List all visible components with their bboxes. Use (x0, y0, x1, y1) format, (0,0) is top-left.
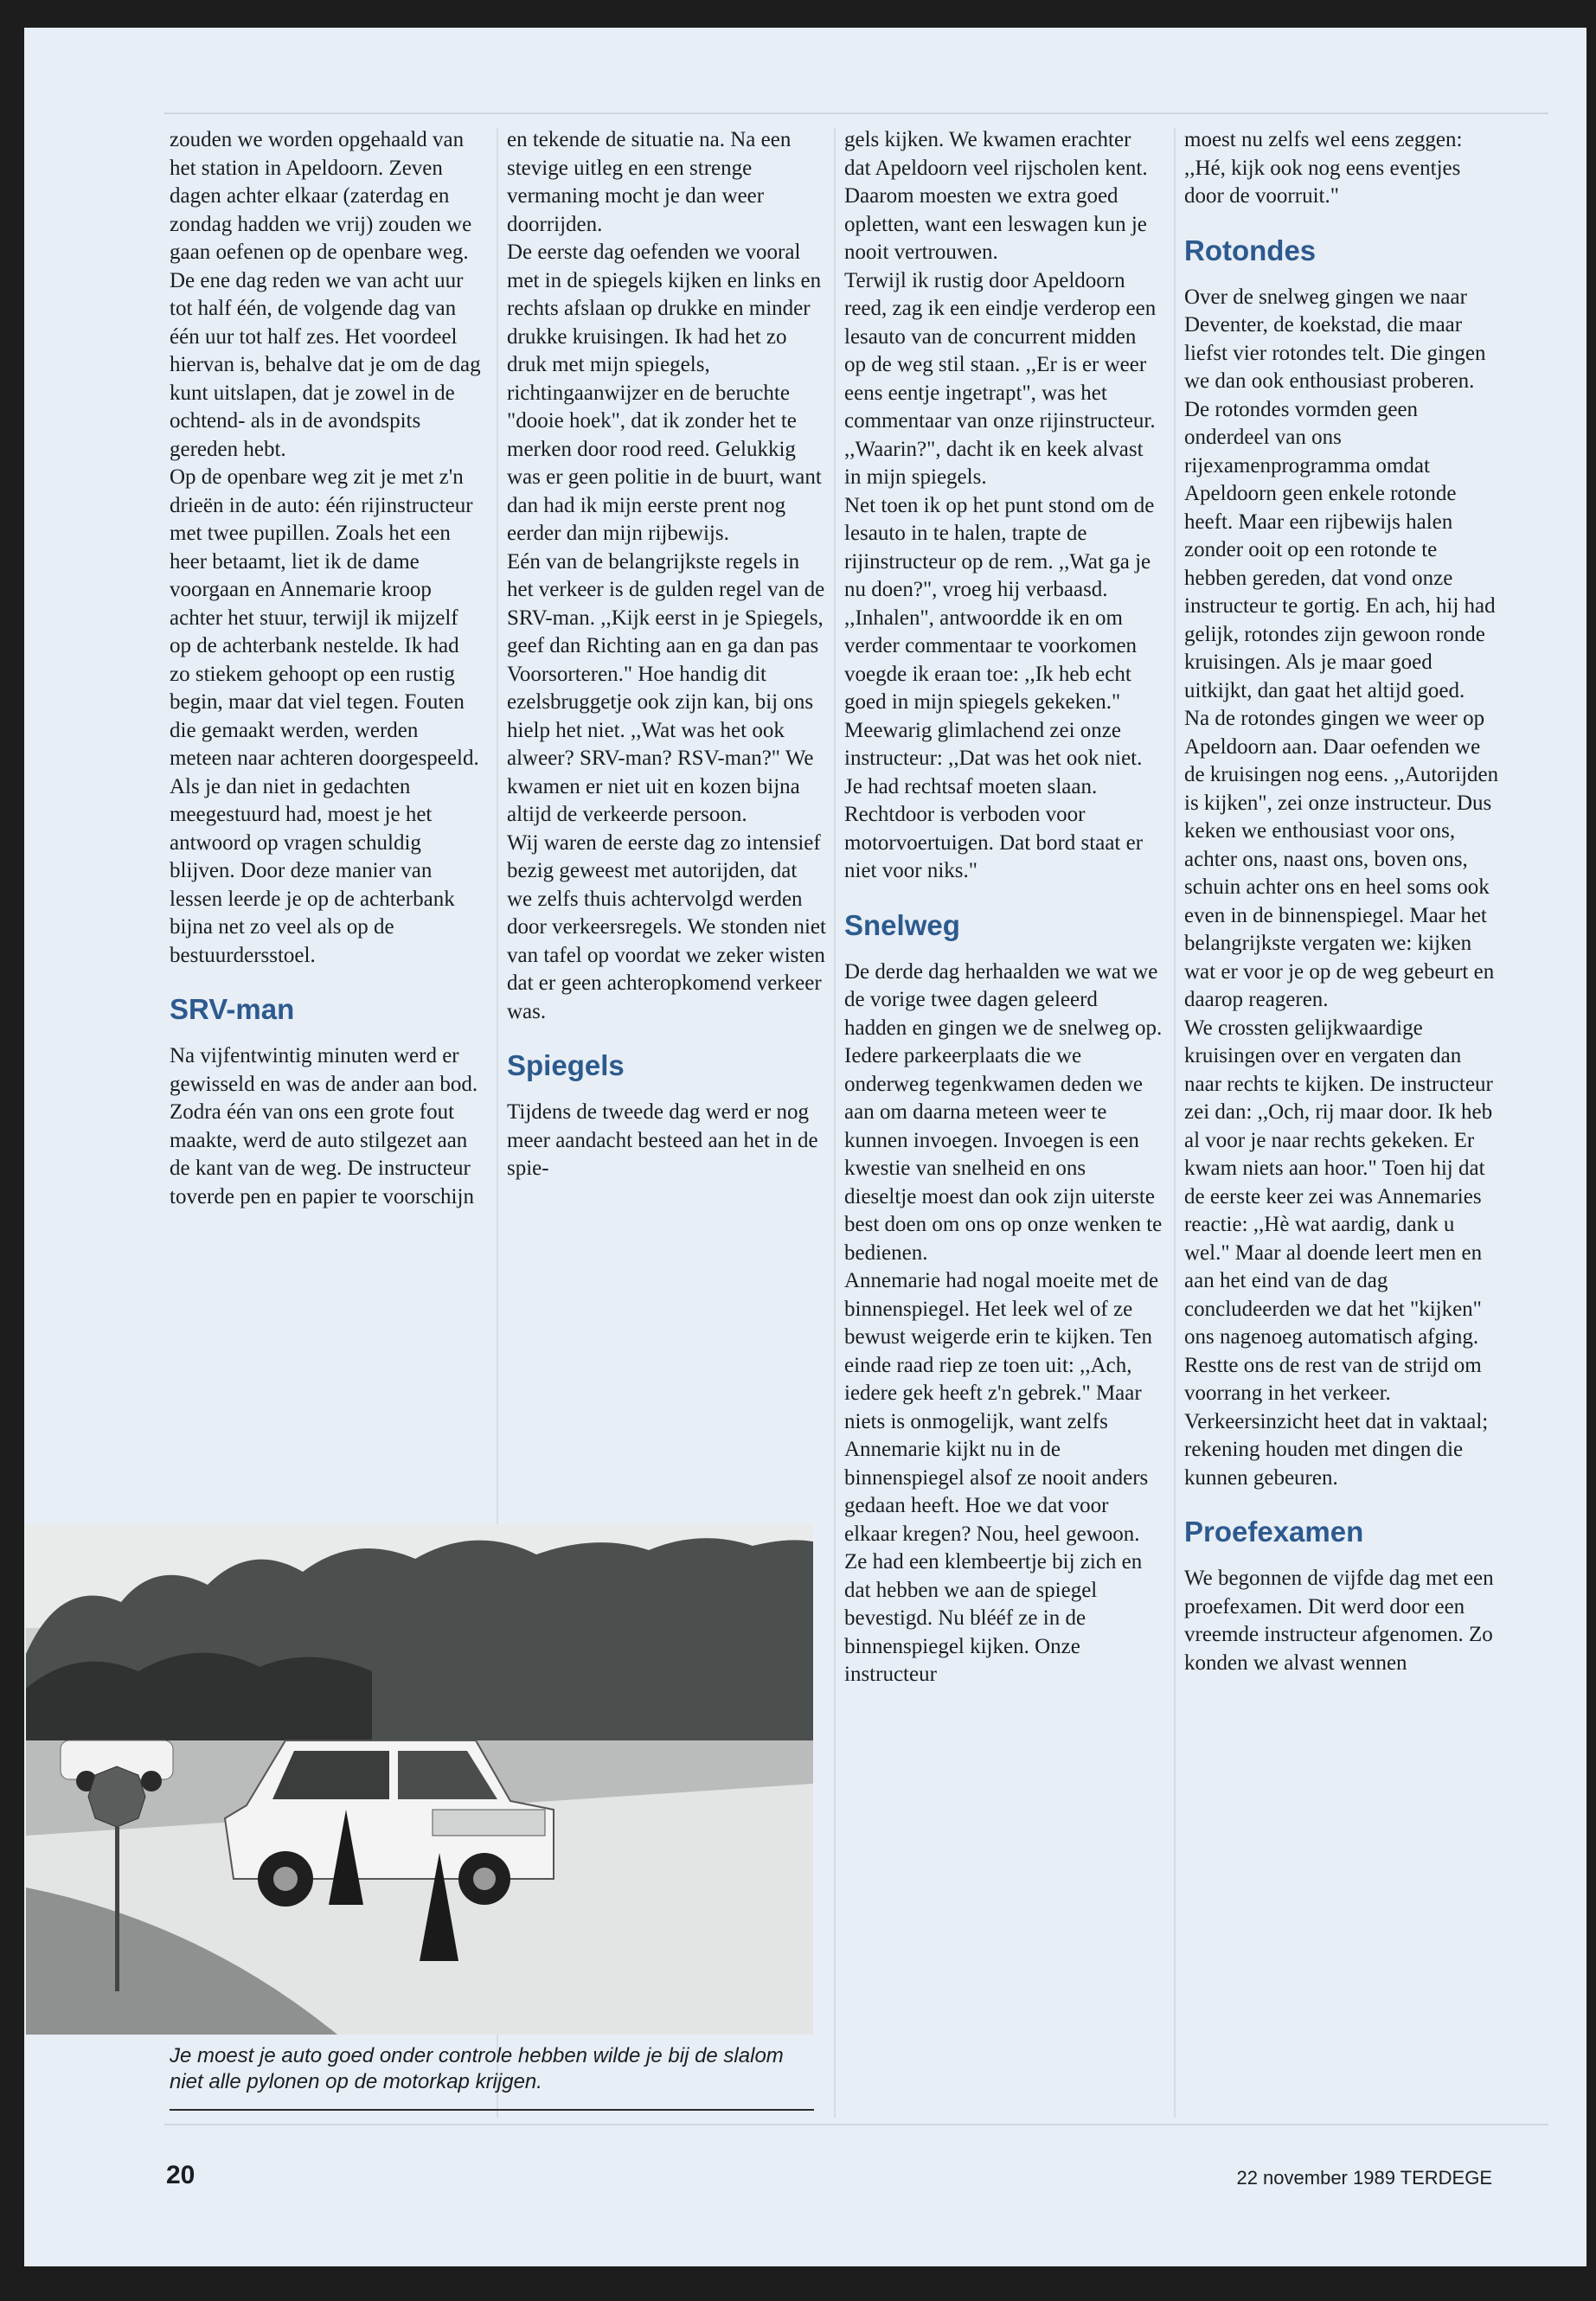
paragraph: We crossten gelijkwaardige kruisingen over en vergaten dan naar rechts te kijken. De instructeur zei dan: ,,Och, rij maar door. Ik heb al voor je naar rechts gekeken. Er kwam niets aan hoor." Toen hij dat de eerste keer zei was Annemaries reactie: ,,Hè wat aardig, dank u wel." Maar al doende leert men en aan het eind van de dag concludeerden we dat het "kijken" ons nagenoeg automatisch afging. (1184, 1016, 1493, 1349)
paragraph: Terwijl ik rustig door Apeldoorn reed, zag ik een eindje verderop een lesauto van de concurrent midden op de weg stil staan. ,,Er is er weer eens eentje ingetrapt", was het commentaar van onze rijinstructeur. ,,Waarin?", dacht ik en keek alvast in mijn spiegels. (844, 268, 1157, 489)
paragraph: Wij waren de eerste dag zo intensief bezig geweest met autorijden, dat we zelfs thuis achtervolgd werden door verkeersregels. We stonden niet van tafel op voordat we zeker wisten dat er geen achteropkomend verkeer was. (507, 830, 826, 1023)
paragraph: en tekende de situatie na. Na een stevige uitleg en een strenge vermaning mocht je dan weer doorrijden. (507, 128, 792, 236)
article-photo (26, 1524, 813, 2035)
column-2 (507, 126, 827, 1183)
paragraph: De eerste dag oefenden we vooral met in de spiegels kijken en links en rechts afslaan op drukke en minder drukke kruisingen. Ik had het zo druk met mijn spiegels, richtingaanwijzer en de beruchte "dooie hoek", dat ik zonder het te merken door rood reed. Gelukkig was er geen politie in de buurt, want dan had ik mijn eerste prent nog eerder dan mijn rijbewijs. (507, 240, 822, 545)
top-rule (164, 112, 1548, 114)
paragraph: zouden we worden opgehaald van het station in Apeldoorn. Zeven dagen achter elkaar (zaterdag en zondag hadden we vrij) zouden we gaan oefenen op de openbare weg. De ene dag reden we van acht uur tot half één, de volgende dag van één uur tot half zes. Het voordeel hiervan is, behalve dat je om de dag kunt uitslapen, dat je zowel in de ochtend- als in de avondspits gereden hebt. (170, 128, 481, 461)
section-heading-proefexamen: Proefexamen (1184, 1516, 1364, 1548)
paragraph: Tijdens de tweede dag werd er nog meer aandacht besteed aan het in de spie- (507, 1100, 818, 1180)
column-divider (1174, 128, 1176, 2118)
paragraph: Over de snelweg gingen we naar Deventer, de koekstad, die maar liefst vier rotondes telt. Die gingen we dan ook enthousiast proberen. De rotondes vormden geen onderdeel van ons rijexamenprogramma omdat Apeldoorn geen enkele rotonde heeft. Maar een rijbewijs halen zonder ooit op een rotonde te hebben gereden, dat vond onze instructeur te gortig. En ach, hij had gelijk, rotondes zijn gewoon ronde kruisingen. Als je maar goed uitkijkt, dan gaat het altijd goed. (1184, 285, 1496, 702)
section-heading-snelweg: Snelweg (844, 908, 960, 941)
paragraph: Restte ons de rest van de strijd om voorrang in het verkeer. Verkeersinzicht heet dat in vaktaal; rekening houden met dingen die kunnen gebeuren. (1184, 1353, 1489, 1490)
paragraph: moest nu zelfs wel eens zeggen: ,,Hé, kijk ook nog eens eventjes door de voorruit." (1184, 128, 1463, 208)
paragraph: We begonnen de vijfde dag met een proefexamen. Dit werd door een vreemde instructeur afgenomen. Zo konden we alvast wennen (1184, 1567, 1494, 1675)
paragraph: Annemarie had nogal moeite met de binnenspiegel. Het leek wel of ze bewust weigerde erin te kijken. Ten einde raad riep ze toen uit: ,,Ach, iedere gek heeft z'n gebrek." Maar niets is onmogelijk, want zelfs Annemarie kijkt nu in de binnenspiegel alsof ze nooit anders gedaan heeft. Hoe we dat voor elkaar kregen? Nou, heel gewoon. Ze had een klembeertje bij zich en dat hebben we aan de spiegel bevestigd. Nu blééf ze in de binnenspiegel kijken. Onze instructeur (844, 1269, 1159, 1686)
paragraph: Na de rotondes gingen we weer op Apeldoorn aan. Daar oefenden we de kruisingen nog eens. ,,Autorijden is kijken", zei onze instructeur. Dus keken we enthousiast voor ons, achter ons, naast ons, boven ons, schuin achter ons en heel soms ook even in de binnenspiegel. Maar het belangrijkste vergaten we: kijken wat er voor je op de weg gebeurt en daarop reageren. (1184, 707, 1499, 1011)
caption-rule (170, 2109, 814, 2111)
column-4 (1184, 126, 1501, 1677)
column-1 (170, 126, 484, 1211)
section-heading-srv-man: SRV-man (170, 993, 295, 1025)
column-divider (834, 128, 836, 2118)
section-heading-rotondes: Rotondes (1184, 234, 1317, 266)
section-heading-spiegels: Spiegels (507, 1049, 625, 1081)
page-number: 20 (166, 2161, 195, 2189)
paragraph: Eén van de belangrijkste regels in het verkeer is de gulden regel van de SRV-man. ,,Kijk eerst in je Spiegels, geef dan Richting aan en ga dan pas Voorsorteren." Hoe handig dit ezelsbruggetje ook zijn kan, bij ons hielp het niet. ,,Wat was het ook alweer? SRV-man? RSV-man?" We kwamen er niet uit en kozen bijna altijd de verkeerde persoon. (507, 549, 825, 826)
paragraph: Na vijfentwintig minuten werd er gewisseld en was de ander aan bod. Zodra één van ons een grote fout maakte, werd de auto stilgezet aan de kant van de weg. De instructeur toverde pen en papier te voorschijn (170, 1044, 478, 1208)
photo-caption: Je moest je auto goed onder controle hebben wilde je bij de slalom niet alle pylonen op de motorkap krijgen. (170, 2044, 784, 2093)
paragraph: gels kijken. We kwamen erachter dat Apeldoorn veel rijscholen kent. Daarom moesten we extra goed opletten, want een leswagen kun je nooit vertrouwen. (844, 128, 1148, 264)
footer-issue-date: 22 november 1989 TERDEGE (1236, 2167, 1492, 2189)
bottom-rule (164, 2124, 1548, 2125)
column-3 (844, 126, 1163, 1689)
paragraph: Net toen ik op het punt stond om de lesauto in te halen, trapte de rijinstructeur op de rem. ,,Wat ga je nu doen?", vroeg hij verbaasd. ,,Inhalen", antwoordde ik en om verder commentaar te voorkomen voegde ik eraan toe: ,,Ik heb echt goed in mijn spiegels gekeken." Meewarig glimlachend zei onze instructeur: ,,Dat was het ook niet. Je had rechtsaf moeten slaan. Rechtdoor is verboden voor motorvoertuigen. Dat bord staat er niet voor niks." (844, 493, 1155, 882)
paragraph: Op de openbare weg zit je met z'n drieën in de auto: één rijinstructeur met twee pupillen. Zoals het een heer betaamt, liet ik de dame voorgaan en Annemarie kroop achter het stuur, terwijl ik mijzelf op de achterbank nestelde. Ik had zo stiekem gehoopt op een rustig begin, maar dat viel tegen. Fouten die gemaakt werden, werden meteen naar achteren doorgespeeld. Als je dan niet in gedachten meegestuurd had, moest je het antwoord op vragen schuldig blijven. Door deze manier van lessen leerde je op de achterbank bijna net zo veel als op de bestuurdersstoel. (170, 465, 479, 967)
paragraph: De derde dag herhaalden we wat we de vorige twee dagen geleerd hadden en gingen we de snelweg op. Iedere parkeerplaats die we onderweg tegenkwamen deden we aan om daarna meteen weer te kunnen invoegen. Invoegen is een kwestie van snelheid en ons dieseltje moest dan ook zijn uiterste best doen om ons op onze wenken te bedienen. (844, 959, 1163, 1265)
